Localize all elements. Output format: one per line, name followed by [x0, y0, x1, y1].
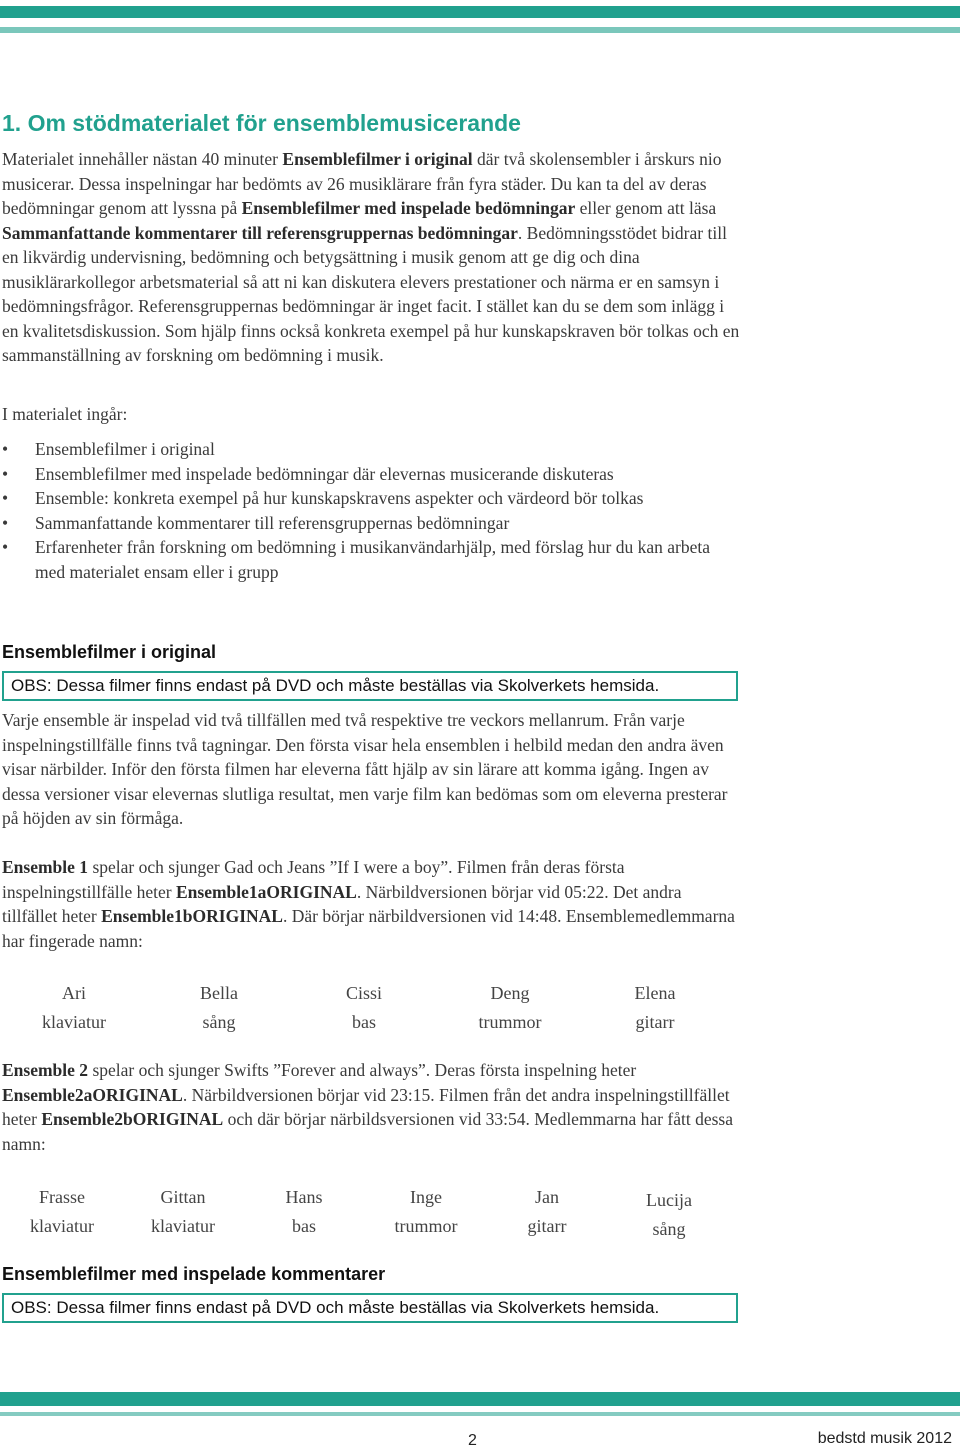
ensemble1-member: Deng trummor	[478, 983, 542, 1032]
ensemble1-member: Bella sång	[200, 983, 238, 1032]
bottom-accent-line	[0, 1412, 960, 1416]
ensemble2-member: Jan gitarr	[527, 1187, 567, 1236]
includes-label: I materialet ingår:	[2, 404, 128, 424]
section-title-original: Ensemblefilmer i original	[2, 642, 217, 662]
obs-notice: OBS: Dessa filmer finns endast på DVD och måste beställas via Skolverkets hemsida.	[2, 1293, 738, 1323]
ensemble1-member: Elena gitarr	[634, 983, 676, 1032]
footer-text: bedstd musik 2012	[817, 1430, 952, 1447]
includes-list	[2, 437, 740, 584]
list-item: • Ensemblefilmer i original	[2, 439, 215, 459]
list-item: • Erfarenheter från forskning om bedömning i musikanvändarhjälp, med förslag hur du kan arbeta med materialet ensam eller i grupp	[2, 537, 710, 582]
ensemble2-paragraph: Ensemble 2 spelar och sjunger Swifts ”Forever and always”. Deras första inspelning heter Ensemble2aORIGINAL. Närbildversionen börjar vid 23:15. Filmen från det andra inspelningstillfället heter Ensemble2bORIGINAL och där börjar närbildsversionen vid 33:54. Medlemmarna har fått dessa namn:	[2, 1060, 733, 1154]
ensemble1-member: Cissi bas	[345, 983, 383, 1032]
ensemble2-member: Gittan klaviatur	[151, 1187, 215, 1236]
top-accent-bar	[0, 6, 960, 18]
page-heading: 1. Om stödmaterialet för ensemblemusicerande	[2, 110, 521, 136]
page-number: 2	[468, 1432, 477, 1449]
bottom-accent-bar	[0, 1392, 960, 1406]
ensemble2-member: Inge trummor	[394, 1187, 458, 1236]
section-original-paragraph: Varje ensemble är inspelad vid två tillfällen med två respektive tre veckors mellanrum. Från varje inspelningstillfälle finns två tagningar. Den första visar hela ensemblen i helbild medan den andra även visar närbilder. Inför den första filmen har eleverna fått hjälp av sin lärare att komma igång. Ingen av dessa versioner visar elevernas slutliga resultat, men varje film kan bedömas som om eleverna presterar på höjden av sin förmåga.	[2, 710, 728, 828]
ensemble1-paragraph: Ensemble 1 spelar och sjunger Gad och Jeans ”If I were a boy”. Filmen från deras första inspelningstillfälle heter Ensemble1aORIGINAL. Närbildversionen börjar vid 05:22. Det andra tillfället heter Ensemble1bORIGINAL. Där börjar närbildversionen vid 14:48. Ensemblemedlemmarna har fingerade namn:	[2, 857, 735, 951]
ensemble2-member: Hans bas	[285, 1187, 323, 1236]
list-item: • Ensemblefilmer med inspelade bedömningar där elevernas musicerande diskuteras	[2, 463, 614, 484]
top-accent-line	[0, 27, 960, 33]
ensemble2-member: Lucija sång	[646, 1190, 692, 1239]
intro-paragraph: Materialet innehåller nästan 40 minuter Ensemblefilmer i original där två skolensembler i årskurs nio musicerar. Dessa inspelningar har bedömts av 26 musiklärare från fyra städer. Du kan ta del av deras bedömningar genom att lyssna på Ensemblefilmer med inspelade bedömningar eller genom att läsa Sammanfattande kommentarer till referensgruppernas bedömningar. Bedömningsstödet bidrar till en likvärdig undervisning, bedömning och betygsättning i musik genom att ge dig och dina musiklärarkollegor arbetsmaterial så att ni kan diskutera elevers prestationer och närma er en samsyn i bedömningsfrågor. Referensgruppernas bedömningar är inget facit. I stället kan du se dem som inlägg i en kvalitetsdiskussion. Som hjälp finns också konkreta exempel på hur kunskapskraven bör tolkas och en sammanställning av forskning om bedömning i musik.	[2, 149, 740, 365]
ensemble1-member: Ari klaviatur	[42, 983, 106, 1032]
ensemble2-member: Frasse klaviatur	[30, 1187, 94, 1236]
section-title-commented: Ensemblefilmer med inspelade kommentarer	[2, 1264, 386, 1284]
list-item: • Sammanfattande kommentarer till referensgruppernas bedömningar	[2, 512, 510, 533]
list-item: • Ensemble: konkreta exempel på hur kunskapskravens aspekter och värdeord bör tolkas	[2, 488, 644, 508]
obs-notice: OBS: Dessa filmer finns endast på DVD och måste beställas via Skolverkets hemsida.	[2, 671, 738, 701]
